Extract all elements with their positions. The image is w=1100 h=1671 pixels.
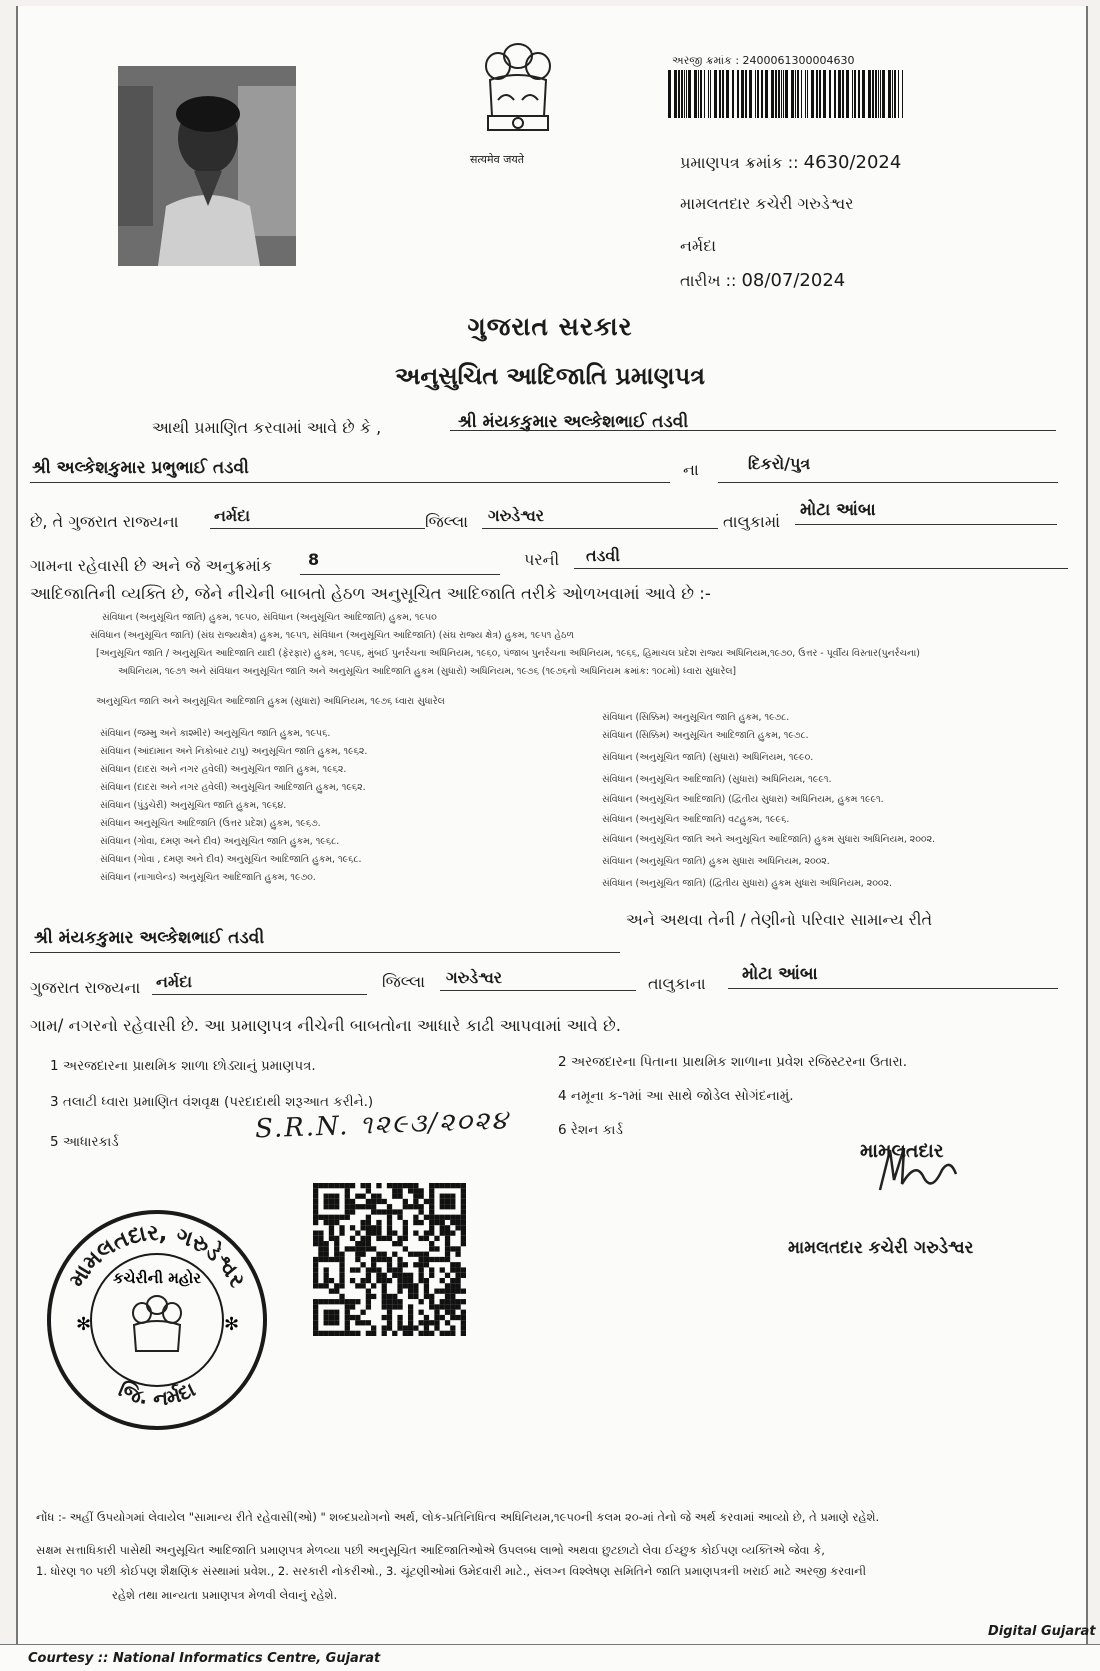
resident-text: ગામના રહેવાસી છે અને જે અનુક્રમાંક <box>30 556 273 575</box>
order-right-2: સંવિધાન (સિક્કિમ) અનુસૂચિત આદિજાતિ હુકમ, ૧૯૭૮. <box>602 730 809 741</box>
application-number: અરજી ક્રમાંક : 2400061300004630 <box>672 54 855 67</box>
certificate-date: તારીખ :: 08/07/2024 <box>680 270 846 291</box>
document-3: 3 તલાટી ધ્વારા પ્રમાણિત વંશવૃક્ષ (પરદાદાથી શરૂઆત કરીને.) <box>50 1094 374 1110</box>
order-left-1: સંવિધાન (જમ્મુ અને કાશ્મીર) અનુસૂચિત જાતિ હુકમ, ૧૯૫૬. <box>100 728 331 739</box>
svg-text:મામલતદાર, ગરુડેશ્વર: મામલતદાર, ગરુડેશ્વર <box>64 1220 250 1292</box>
order-top-3: [અનુસૂચિત જાતિ / અનુસૂચિત આદિજાતિ યાદી (ફેરફાર) હુકમ, ૧૯૫૬, મુંબઈ પુનર્રચના અધિનિયમ, ૧૯૬૦, પંજાબ પુનર્રચના અધિનિયમ, ૧૯૬૬, હિમાચલ પ્રદેશ રાજ્ય અધિનિયમ,૧૯૭૦, ઉત્તર - પૂર્વીય વિસ્તાર(પુનર્રચના) <box>96 648 920 659</box>
order-left-9: સંવિધાન (નાગાલેન્ડ) અનુસૂચિત આદિજાતિ હુકમ, ૧૯૭૦. <box>100 872 316 883</box>
handwritten-srn: S.R.N. ૧૨૯૩/૨૦૨૪ <box>254 1105 510 1145</box>
order-left-8: સંવિધાન (ગોવા , દમણ અને દીવ) અનુસૂચિત આદિજાતિ હુકમ, ૧૯૬૮. <box>100 854 362 865</box>
on-text: પરની <box>524 550 560 569</box>
order-left-4: સંવિધાન (દાદરા અને નગર હવેલી) અનુસૂચિત આદિજાતિ હુકમ, ૧૯૬૨. <box>100 782 366 793</box>
signatory-office: મામલતદાર કચેરી ગરુડેશ્વર <box>788 1238 974 1258</box>
taluka-value: ગરુડેશ્વર <box>488 506 545 525</box>
relation: દિકરો/પુત્ર <box>748 454 811 473</box>
svg-text:કચેરીની મહોર: કચેરીની મહોર <box>112 1269 202 1287</box>
applicant-photo <box>118 66 296 266</box>
family-taluka-label: તાલુકાના <box>648 974 706 993</box>
order-right-6: સંવિધાન (અનુસૂચિત આદિજાતિ) વટહુકમ, ૧૯૯૬. <box>602 814 790 825</box>
footer-note: નોંધ :- અહીં ઉપયોગમાં લેવાયેલ "સામાન્ય રીતે રહેવાસી(ઓ) " શબ્દપ્રયોગનો અર્થ, લોક-પ્રતિનિધિત્વ અધિનિયમ,૧૯૫૦ની કલમ ૨૦-માં તેનો જે અર્થ કરવામાં આવ્યો છે, તે પ્રમાણે રહેશે. <box>36 1510 880 1524</box>
order-top-4: અધિનિયમ, ૧૯૭૧ અને સંવિધાન અનુસૂચિત જાતિ અને અનુસૂચિત આદિજાતિ હુકમ (સુધારો) અધિનિયમ, ૧૯૭૬ (૧૯૭૬નો અધિનિયમ ક્રમાંક: ૧૦૮મો) ધ્વારા સુધારેલ] <box>118 666 737 677</box>
certificate-number: પ્રમાણપત્ર ક્રમાંક :: 4630/2024 <box>680 152 902 173</box>
footer-line-3: 1. ધોરણ ૧૦ પછી કોઈપણ શૈક્ષણિક સંસ્થામાં પ્રવેશ., 2. સરકારી નોકરીઓ., 3. ચૂંટણીઓમાં ઉમેદવારી માટે., સંલગ્ન વિશ્લેષણ સમિતિને જાતિ પ્રમાણપત્રની ખરાઈ માટે અરજી કરવાની <box>36 1564 867 1578</box>
taluka-label: તાલુકામાં <box>723 512 781 531</box>
courtesy-text: Courtesy :: National Informatics Centre, Gujarat <box>28 1651 381 1666</box>
office-name: મામલતદાર કચેરી ગરુડેશ્વર <box>680 194 854 213</box>
state-text: છે, તે ગુજરાત રાજ્યના <box>30 512 179 531</box>
document-2: 2 અરજદારના પિતાના પ્રાથમિક શાળાના પ્રવેશ રજિસ્ટરના ઉતારા. <box>558 1054 908 1070</box>
order-left-5: સંવિધાન (પુંડુચેરી) અનુસૂચિત જાતિ હુકમ, ૧૯૬૪. <box>100 800 287 811</box>
order-left-2: સંવિધાન (આંદામાન અને નિકોબાર ટાપુ) અનુસૂચિત જાતિ હુકમ, ૧૯૬૨. <box>100 746 368 757</box>
order-top-1: સંવિધાન (અનુસૂચિત જાતિ) હુકમ, ૧૯૫૦, સંવિધાન (અનુસૂચિત આદિજાતિ) હુકમ, ૧૯૫૦ <box>102 612 437 623</box>
footer-line-4: રહેશે તથા માન્યતા પ્રમાણપત્ર મેળવી લેવાનું રહેશે. <box>112 1588 338 1602</box>
family-name: શ્રી મંયકકુમાર અલ્કેશભાઈ તડવી <box>34 928 265 948</box>
village-value: મોટા આંબા <box>800 500 876 520</box>
signatory-title: મામલતદાર <box>860 1140 944 1162</box>
family-resident-text: ગામ/ નગરનો રહેવાસી છે. આ પ્રમાણપત્ર નીચેની બાબતોના આધારે કાઢી આપવામાં આવે છે. <box>30 1016 622 1035</box>
family-taluka-value: ગરુડેશ્વર <box>446 968 503 987</box>
district-name: નર્મદા <box>680 236 717 255</box>
district-label: જિલ્લા <box>425 512 469 531</box>
order-right-5: સંવિધાન (અનુસૂચિત આદિજાતિ) (દ્વિતીય સુધારા) અધિનિયમ, હુકમ ૧૯૯૧. <box>602 794 884 805</box>
of-text: ના <box>683 460 699 479</box>
document-5: 5 આધારકાર્ડ <box>50 1134 119 1150</box>
footer-line-2: સક્ષમ સત્તાધિકારી પાસેથી અનુસૂચિત આદિજાતિ પ્રમાણપત્ર મેળવ્યા પછી અનુસૂચિત આદિજાતિઓએ ઉપલબ્ધ લાભો અથવા છુટછાટો લેવા ઈચ્છુક કોઈપણ વ્યક્તિએ જેવા કે, <box>36 1543 825 1557</box>
family-and-text: અને અથવા તેની / તેણીનો પરિવાર સામાન્ય રીતે <box>626 910 933 929</box>
order-left-7: સંવિધાન (ગોવા, દમણ અને દીવ) અનુસૂચિત જાતિ હુકમ, ૧૯૬૮. <box>100 836 340 847</box>
family-district-label: જિલ્લા <box>382 972 426 991</box>
order-left-3: સંવિધાન (દાદરા અને નગર હવેલી) અનુસૂચિત જાતિ હુકમ, ૧૯૬૨. <box>100 764 347 775</box>
tribe-text: આદિજાતિની વ્યક્તિ છે, જેને નીચેની બાબતો હેઠળ અનુસૂચિત આદિજાતિ તરીકે ઓળખવામાં આવે છે :- <box>30 584 711 603</box>
family-district-value: નર્મદા <box>156 972 193 991</box>
qr-code[interactable] <box>313 1183 466 1338</box>
document-1: 1 અરજદારના પ્રાથમિક શાળા છોડ્યાનું પ્રમાણપત્ર. <box>50 1058 316 1074</box>
serial-value: 8 <box>308 550 320 569</box>
svg-text:જિ. નર્મદા: જિ. નર્મદા <box>115 1376 199 1411</box>
svg-text:✻: ✻ <box>76 1314 92 1335</box>
order-right-3: સંવિધાન (અનુસૂચિત જાતિ) (સુધારા) અધિનિયમ, ૧૯૯૦. <box>602 752 814 763</box>
national-emblem-icon <box>468 30 568 150</box>
order-right-8: સંવિધાન (અનુસૂચિત જાતિ) હુકમ સુધારા અધિનિયમ, ૨૦૦૨. <box>602 856 830 867</box>
svg-text:✻: ✻ <box>224 1314 240 1335</box>
district-value: નર્મદા <box>214 506 251 525</box>
certificate-title: અનુસુચિત આદિજાતિ પ્રમાણપત્ર <box>395 362 705 390</box>
order-right-4: સંવિધાન (અનુસૂચિત આદિજાતિ) (સુધારા) અધિનિયમ, ૧૯૯૧. <box>602 774 832 785</box>
emblem-motto: सत्यमेव जयते <box>470 153 525 166</box>
order-top-5: અનુસૂચિત જાતિ અને અનુસૂચિત આદિજાતિ હુકમ (સુધારા) અધિનિયમ, ૧૯૭૬ ધ્વારા સુધારેલ <box>96 696 445 707</box>
digital-gujarat-label: Digital Gujarat <box>988 1624 1096 1639</box>
order-right-1: સંવિધાન (સિક્કિમ) અનુસૂચિત જાતિ હુકમ, ૧૯૭૮. <box>602 712 790 723</box>
father-name: શ્રી અલ્કેશકુમાર પ્રભુભાઈ તડવી <box>32 458 249 478</box>
family-state-text: ગુજરાત રાજ્યના <box>30 978 141 997</box>
document-6: 6 રેશન કાર્ડ <box>558 1122 623 1138</box>
certify-text: આથી પ્રમાણિત કરવામાં આવે છે કે , <box>152 418 382 437</box>
order-top-2: સંવિધાન (અનુસૂચિત જાતિ) (સંઘ રાજ્યક્ષેત્ર) હુકમ, ૧૯૫૧, સંવિધાન (અનુસૂચિત આદિજાતિ) (સંઘ રાજ્ય ક્ષેત્ર) હુકમ, ૧૯૫૧ હેઠળ <box>90 630 574 641</box>
tribe-value: તડવી <box>586 546 620 565</box>
applicant-name: શ્રી મંયકકુમાર અલ્કેશભાઈ તડવી <box>458 412 689 432</box>
order-right-7: સંવિધાન (અનુસૂચિત જાતિ અને અનુસૂચિત આદિજાતિ) હુકમ સુધારા અધિનિયમ, ૨૦૦૨. <box>602 834 936 845</box>
barcode <box>668 70 908 118</box>
office-seal-stamp <box>42 1205 272 1435</box>
document-4: 4 નમૂના ક-૧માં આ સાથે જોડેલ સોગંદનામું. <box>558 1088 794 1104</box>
family-village-value: મોટા આંબા <box>742 964 818 984</box>
footer-bar <box>0 1644 1100 1671</box>
government-title: ગુજરાત સરકાર <box>467 312 633 341</box>
order-right-9: સંવિધાન (અનુસૂચિત જાતિ) (દ્વિતીય સુધારા) હુકમ સુધારા અધિનિયમ, ૨૦૦૨. <box>602 878 892 889</box>
order-left-6: સંવિધાન અનુસૂચિત આદિજાતિ (ઉત્તર પ્રદેશ) હુકમ, ૧૯૬૭. <box>100 818 321 829</box>
